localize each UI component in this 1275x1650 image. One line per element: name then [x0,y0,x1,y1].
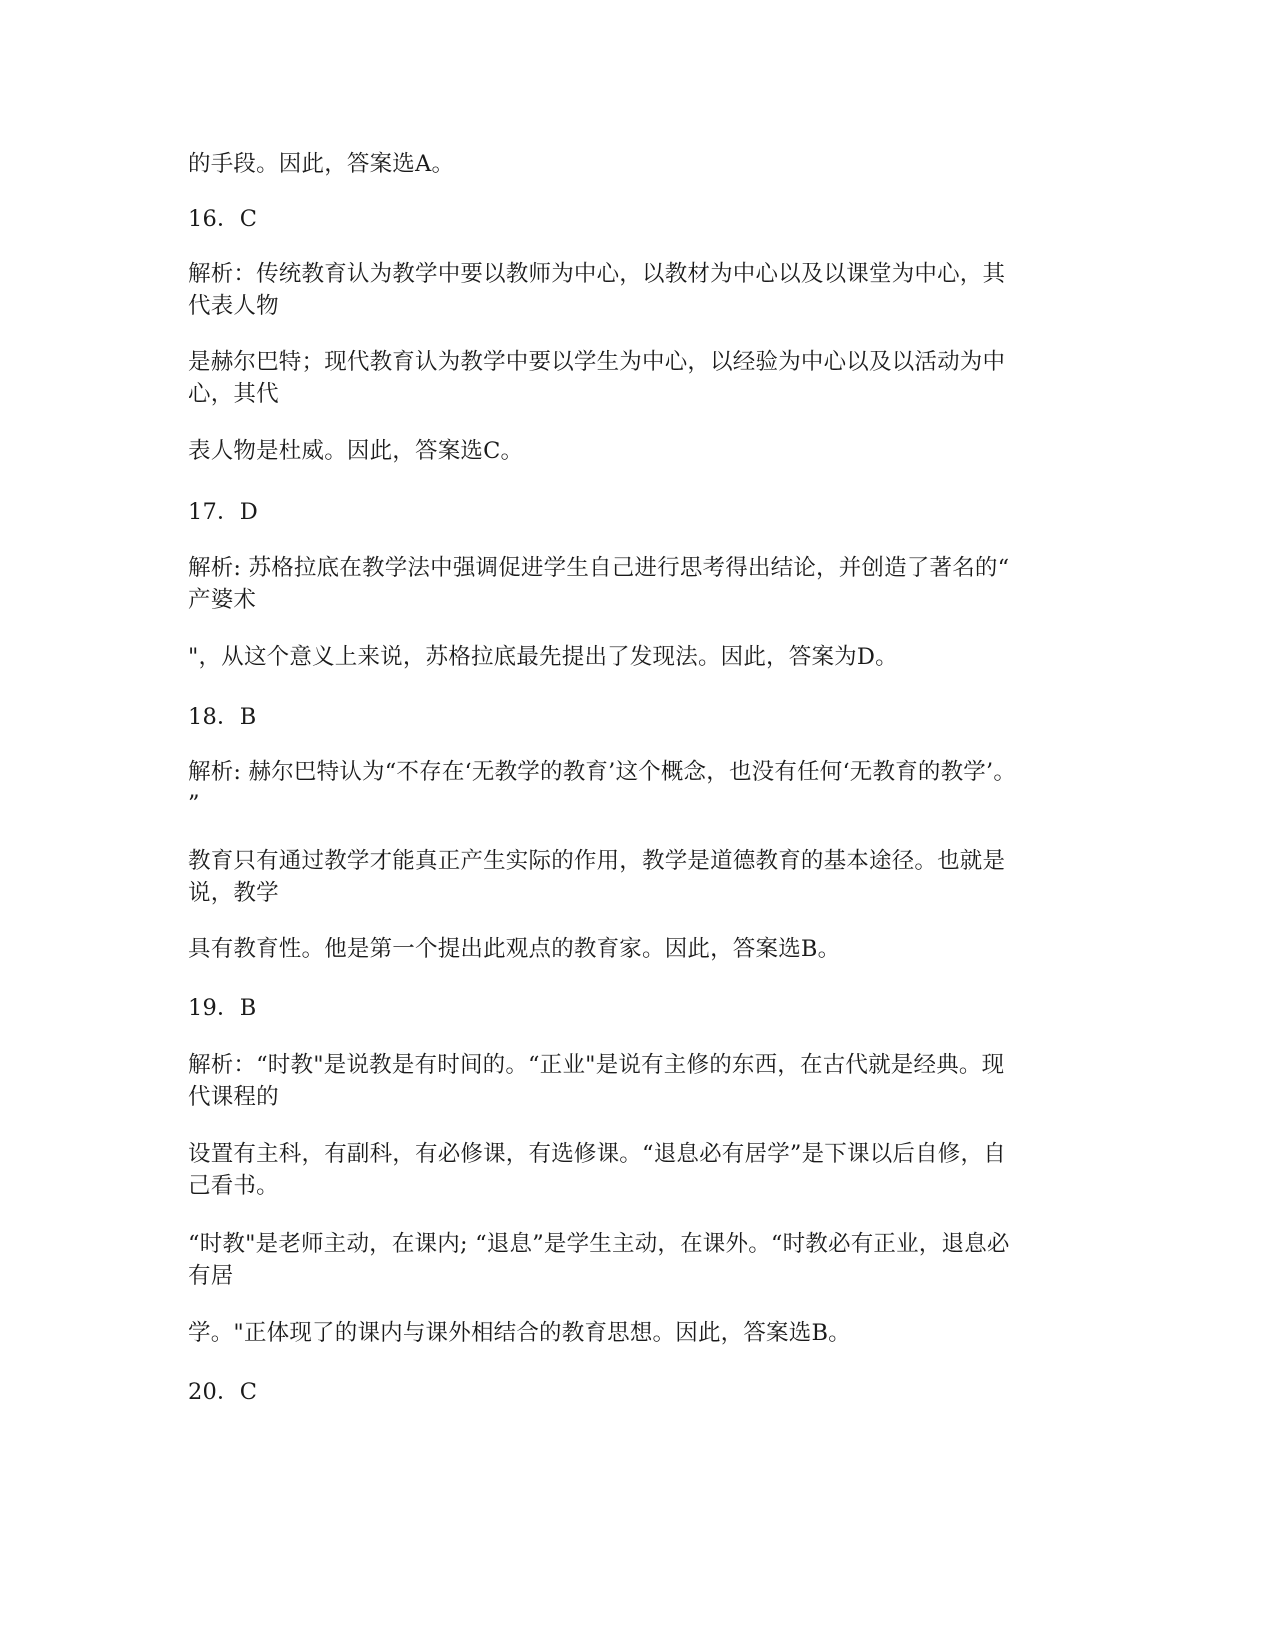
paragraph-line: 解析：“时教"是说教是有时间的。“正业"是说有主修的东西，在古代就是经典。现 [188,1052,1005,1078]
paragraph-line: 己看书。 [188,1173,279,1199]
answer-number: 18．B [188,704,257,730]
paragraph-line: 是赫尔巴特；现代教育认为教学中要以学生为中心，以经验为中心以及以活动为中 [188,349,1006,375]
paragraph-line: 解析：传统教育认为教学中要以教师为中心，以教材为中心以及以课堂为中心，其 [188,261,1006,287]
paragraph-line: 的手段。因此，答案选A。 [188,151,455,177]
paragraph-line: 教育只有通过教学才能真正产生实际的作用，教学是道德教育的基本途径。也就是 [188,848,1006,874]
answer-number: 20．C [188,1379,258,1405]
paragraph-line: 设置有主科，有副科，有必修课，有选修课。“退息必有居学”是下课以后自修，自 [188,1141,1006,1167]
paragraph-line: 说，教学 [188,880,279,906]
paragraph-line: 代表人物 [188,293,279,319]
paragraph-line: “时教"是老师主动，在课内; “退息”是学生主动，在课外。“时教必有正业，退息必 [188,1231,1010,1257]
paragraph-line: 表人物是杜威。因此，答案选C。 [188,438,524,464]
paragraph-line: 具有教育性。他是第一个提出此观点的教育家。因此，答案选B。 [188,936,841,962]
answer-number: 17．D [188,499,258,525]
answer-number: 19．B [188,995,257,1021]
paragraph-line: "，从这个意义上来说，苏格拉底最先提出了发现法。因此，答案为D。 [188,644,898,670]
paragraph-line: 产婆术 [188,587,257,613]
paragraph-line: 有居 [188,1263,234,1289]
paragraph-line: 解析: 苏格拉底在教学法中强调促进学生自己进行思考得出结论，并创造了著名的“ [188,555,1010,581]
answer-number: 16．C [188,206,258,232]
paragraph-line: 学。"正体现了的课内与课外相结合的教育思想。因此，答案选B。 [188,1320,851,1346]
paragraph-line: 解析: 赫尔巴特认为“不存在‘无教学的教育’这个概念，也没有任何‘无教育的教学’。 [188,759,1017,785]
paragraph-line: ” [188,791,200,817]
paragraph-line: 心，其代 [188,381,279,407]
paragraph-line: 代课程的 [188,1084,279,1110]
